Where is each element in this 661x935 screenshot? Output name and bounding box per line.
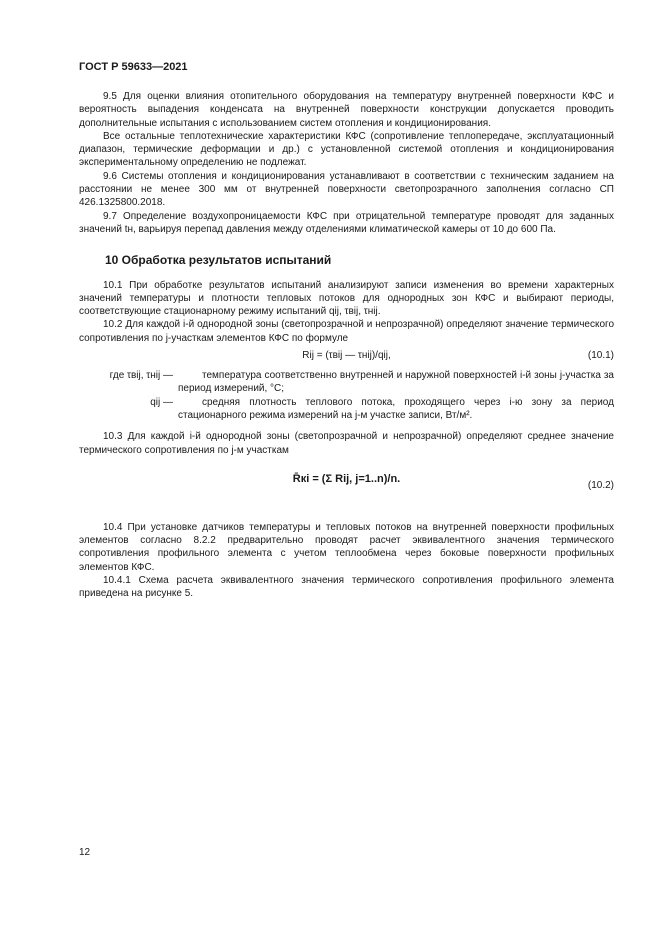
- paragraph-9-6: 9.6 Системы отопления и кондиционирования устанавливают в соответствии с техническим заданием на расстоянии не менее 300 мм от внутренней поверхности светопрозрачного заполнения согласно СП 426.1325800.2018.: [79, 170, 614, 209]
- where-definition: средняя плотность теплового потока, проходящего через i-ю зону за период стационарного режима измерений на j-м участке записи, Вт/м².: [178, 396, 614, 421]
- formula-10-2-number: (10.2): [587, 479, 614, 491]
- paragraph-10-1: 10.1 При обработке результатов испытаний анализируют записи изменения во времени характерных значений температуры и плотности тепловых потоков для однородных зон КФС и выбирают периоды, соответствующие стационарному режиму испытаний qij, τвij, τнij.: [79, 279, 614, 318]
- paragraph-10-3: 10.3 Для каждой i-й однородной зоны (светопрозрачной и непрозрачной) определяют среднее значение термического сопротивления по j-м участкам: [79, 431, 614, 456]
- where-term: qij —: [150, 396, 173, 408]
- document-body: [79, 90, 614, 601]
- page-number: 12: [79, 847, 91, 858]
- paragraph-10-4: 10.4 При установке датчиков температуры и тепловых потоков на внутренней поверхности профильных элементов согласно 8.2.2 предварительно проводят расчет эквивалентного значения термического сопротивления профильного элемента с учетом теплообмена через боковые поверхности профильных элементов КФС.: [79, 521, 614, 573]
- where-item: [79, 396, 614, 423]
- paragraph-9-5: 9.5 Для оценки влияния отопительного оборудования на температуру внутренней поверхности КФС и вероятность выпадения конденсата на внутренней поверхности конструкции допускается проводить дополнительные испытания с использованием систем отопления и кондиционирования.: [79, 91, 614, 129]
- paragraph-10-4-1: 10.4.1 Схема расчета эквивалентного значения термического сопротивления профильного элемента приведена на рисунке 5.: [79, 575, 614, 600]
- formula-10-1-expression: Rij = (τвij — τнij)/qij,: [302, 350, 391, 362]
- where-definition: температура соответственно внутренней и наружной поверхностей i-й зоны j-участка за период измерений, °С;: [178, 370, 614, 395]
- paragraph-10-2: 10.2 Для каждой i-й однородной зоны (светопрозрачной и непрозрачной) определяют значение термического сопротивления по j-участкам элементов КФС по формуле: [79, 319, 614, 344]
- document-header: ГОСТ Р 59633—2021: [79, 61, 188, 73]
- formula-10-2-expression: R̄кi = (Σ Rij, j=1..n)/n.: [292, 472, 401, 485]
- where-term: где τвij, τнij —: [109, 370, 173, 382]
- formula-10-1-number: (10.1): [587, 350, 614, 362]
- where-item: [79, 369, 614, 396]
- formula-10-2: [79, 459, 614, 513]
- formula-10-1: [79, 345, 614, 369]
- section-heading: 10 Обработка результатов испытаний: [105, 253, 332, 268]
- paragraph-9-7: 9.7 Определение воздухопроницаемости КФС при отрицательной температуре проводят для заданных значений tн, варьируя перепад давления между отделениями климатической камеры от 10 до 600 Па.: [79, 210, 614, 235]
- paragraph-9-5-note: Все остальные теплотехнические характеристики КФС (сопротивление теплопередаче, эксплуатационный диапазон, термические деформации и др.) с установленной системой отопления и кондиционирования экспериментальному определению не подлежат.: [79, 130, 614, 169]
